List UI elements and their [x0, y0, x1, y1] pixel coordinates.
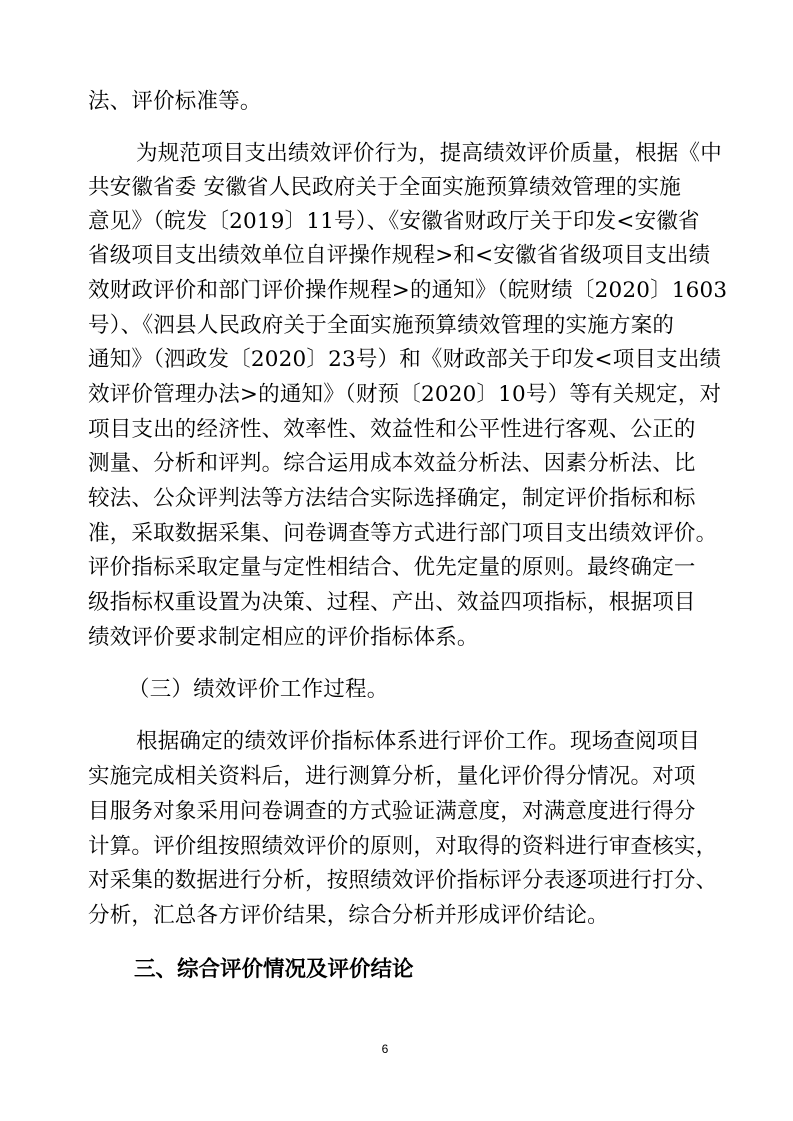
text-line: 根据确定的绩效评价指标体系进行评价工作。现场查阅项目: [136, 729, 701, 754]
text-line: 省级项目支出绩效单位自评操作规程>和<安徽省省级项目支出绩: [88, 243, 711, 268]
text-line: 目服务对象采用问卷调查的方式验证满意度，对满意度进行得分: [88, 799, 696, 824]
text-line: 效财政评价和部门评价操作规程>的通知》（皖财绩〔2020〕1603: [88, 278, 728, 303]
text-line: 对采集的数据进行分析，按照绩效评价指标评分表逐项进行打分、: [88, 868, 718, 893]
text-line: 号）、《泗县人民政府关于全面实施预算绩效管理的实施方案的: [88, 313, 675, 338]
text-line: 通知》（泗政发〔2020〕23号）和《财政部关于印发<项目支出绩: [88, 347, 722, 372]
text-line: 共安徽省委 安徽省人民政府关于全面实施预算绩效管理的实施: [88, 175, 681, 200]
text-line: 效评价管理办法>的通知》（财预〔2020〕10号）等有关规定，对: [88, 382, 722, 407]
section-heading: 三、综合评价情况及评价结论: [134, 957, 414, 982]
text-line: 绩效评价要求制定相应的评价指标体系。: [88, 625, 479, 650]
text-line: 较法、公众评判法等方法结合实际选择确定，制定评价指标和标: [88, 486, 696, 511]
section-subheading: （三）绩效评价工作过程。: [128, 677, 389, 702]
text-line: 级指标权重设置为决策、过程、产出、效益四项指标，根据项目: [88, 590, 696, 615]
text-line: 测量、分析和评判。综合运用成本效益分析法、因素分析法、比: [88, 451, 696, 476]
page-number: 6: [381, 1042, 389, 1056]
text-line: 准，采取数据采集、问卷调查等方式进行部门项目支出绩效评价。: [88, 521, 718, 546]
text-line: 分析，汇总各方评价结果，综合分析并形成评价结论。: [88, 903, 609, 928]
text-line: 为规范项目支出绩效评价行为，提高绩效评价质量，根据《中: [136, 141, 722, 166]
text-line: 评价指标采取定量与定性相结合、优先定量的原则。最终确定一: [88, 555, 696, 580]
text-line: 计算。评价组按照绩效评价的原则，对取得的资料进行审查核实，: [88, 834, 718, 859]
text-line: 法、评价标准等。: [88, 89, 262, 114]
text-line: 项目支出的经济性、效率性、效益性和公平性进行客观、公正的: [88, 417, 696, 442]
text-line: 实施完成相关资料后，进行测算分析，量化评价得分情况。对项: [88, 764, 696, 789]
text-line: 意见》（皖发〔2019〕11号）、《安徽省财政厅关于印发<安徽省: [88, 209, 700, 234]
